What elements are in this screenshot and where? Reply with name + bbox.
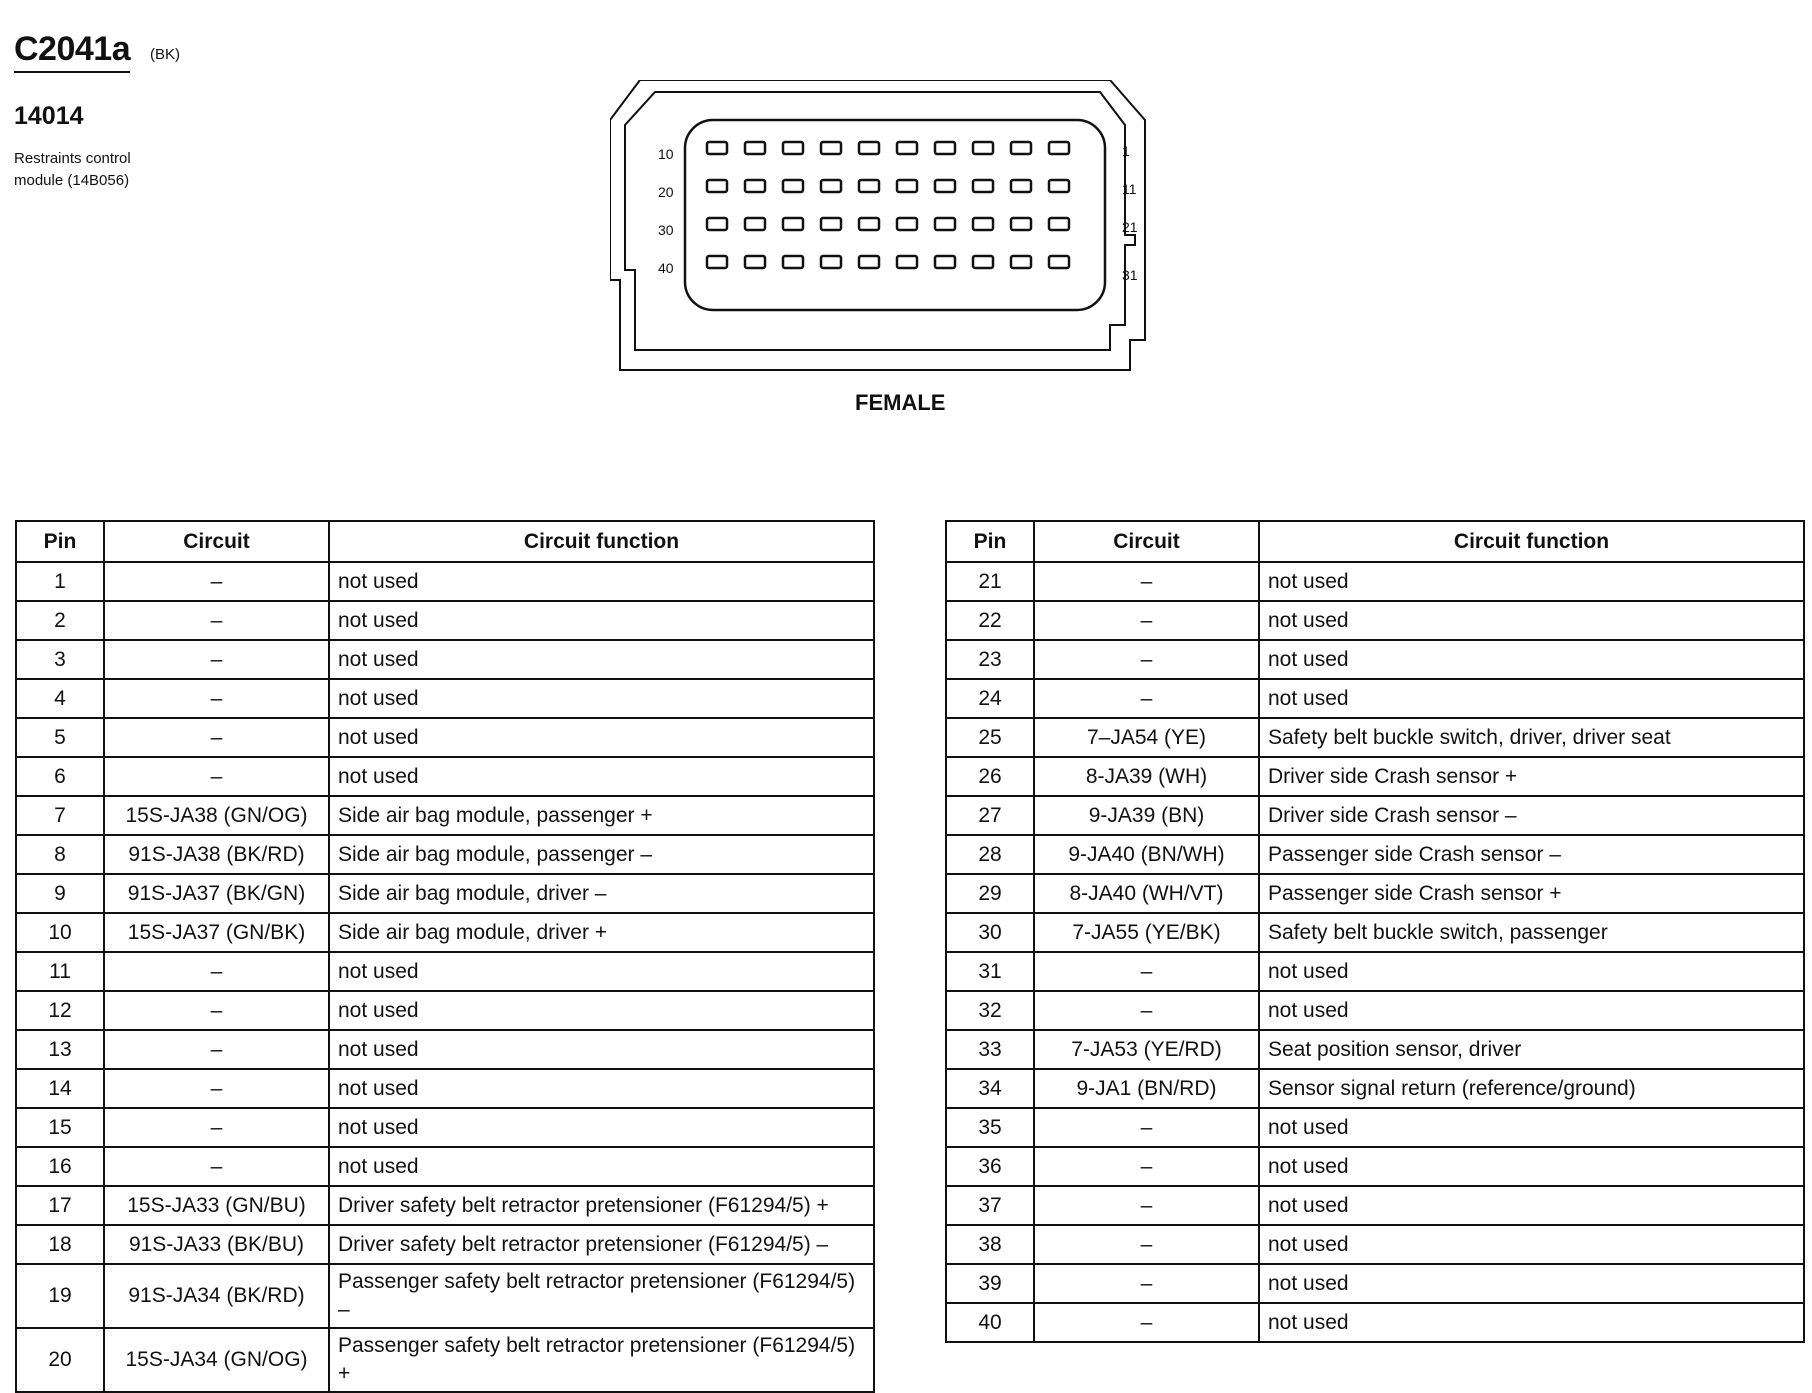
table-row	[946, 757, 1804, 796]
table-row	[16, 1069, 874, 1108]
circuit-cell: –	[104, 1108, 329, 1147]
circuit-cell: –	[104, 679, 329, 718]
table-row	[946, 718, 1804, 757]
circuit-cell: –	[104, 1069, 329, 1108]
circuit-cell: 9-JA40 (BN/WH)	[1034, 835, 1259, 874]
pin-socket	[745, 180, 765, 192]
description-line-2: module (14B056)	[14, 172, 130, 189]
circuit-cell: –	[104, 1147, 329, 1186]
header-circuit: Circuit	[1034, 521, 1259, 562]
pin-cell: 5	[16, 718, 104, 757]
table-row	[16, 835, 874, 874]
pin-cell: 30	[946, 913, 1034, 952]
function-cell: not used	[329, 601, 874, 640]
circuit-cell: –	[104, 757, 329, 796]
function-cell: not used	[1259, 1303, 1804, 1342]
pin-label-30: 30	[658, 222, 674, 238]
function-cell: Safety belt buckle switch, passenger	[1259, 913, 1804, 952]
header-circuit: Circuit	[104, 521, 329, 562]
circuit-cell: 91S-JA37 (BK/GN)	[104, 874, 329, 913]
table-row	[946, 913, 1804, 952]
table-row	[16, 562, 874, 601]
circuit-cell: –	[104, 952, 329, 991]
pin-cell: 21	[946, 562, 1034, 601]
pin-socket	[1049, 180, 1069, 192]
table-row	[16, 1225, 874, 1264]
function-cell: not used	[329, 1030, 874, 1069]
table-row	[16, 913, 874, 952]
pin-socket	[1011, 218, 1031, 230]
pin-cell: 25	[946, 718, 1034, 757]
pin-socket	[745, 218, 765, 230]
table-row	[16, 991, 874, 1030]
description-line-1: Restraints control	[14, 150, 131, 167]
pin-cell: 34	[946, 1069, 1034, 1108]
pin-socket	[821, 180, 841, 192]
pin-cell: 31	[946, 952, 1034, 991]
table-row	[946, 1030, 1804, 1069]
pin-socket	[707, 256, 727, 268]
pin-cell: 26	[946, 757, 1034, 796]
pin-label-10: 10	[658, 146, 674, 162]
pin-socket	[783, 218, 803, 230]
table-row	[946, 1069, 1804, 1108]
table-row	[16, 952, 874, 991]
pin-cell: 11	[16, 952, 104, 991]
pin-cell: 29	[946, 874, 1034, 913]
pin-socket	[1011, 142, 1031, 154]
function-cell: Side air bag module, passenger –	[329, 835, 874, 874]
pin-cell: 38	[946, 1225, 1034, 1264]
pin-socket	[1011, 256, 1031, 268]
pin-socket	[973, 180, 993, 192]
pin-cell: 40	[946, 1303, 1034, 1342]
circuit-cell: 7–JA54 (YE)	[1034, 718, 1259, 757]
pin-socket	[783, 180, 803, 192]
circuit-cell: –	[1034, 1225, 1259, 1264]
circuit-cell: –	[1034, 1108, 1259, 1147]
function-cell: Side air bag module, driver +	[329, 913, 874, 952]
pin-cell: 24	[946, 679, 1034, 718]
pin-cell: 1	[16, 562, 104, 601]
pin-socket	[897, 142, 917, 154]
table-row	[946, 991, 1804, 1030]
table-row	[16, 1030, 874, 1069]
table-row	[946, 952, 1804, 991]
circuit-cell: –	[104, 1030, 329, 1069]
circuit-cell: 7-JA53 (YE/RD)	[1034, 1030, 1259, 1069]
pin-socket	[897, 256, 917, 268]
pin-socket	[783, 142, 803, 154]
pin-socket	[707, 180, 727, 192]
table-row	[946, 796, 1804, 835]
circuit-cell: –	[1034, 1303, 1259, 1342]
circuit-cell: –	[104, 601, 329, 640]
function-cell: Side air bag module, passenger +	[329, 796, 874, 835]
pin-socket	[745, 142, 765, 154]
table-row	[946, 1108, 1804, 1147]
table-row	[16, 601, 874, 640]
table-row	[16, 1264, 874, 1328]
function-cell: not used	[329, 1147, 874, 1186]
pin-socket	[973, 256, 993, 268]
pin-cell: 28	[946, 835, 1034, 874]
pin-cell: 16	[16, 1147, 104, 1186]
pin-cell: 39	[946, 1264, 1034, 1303]
pin-cell: 10	[16, 913, 104, 952]
pin-cell: 32	[946, 991, 1034, 1030]
function-cell: not used	[1259, 1186, 1804, 1225]
table-row	[16, 1147, 874, 1186]
function-cell: Passenger side Crash sensor +	[1259, 874, 1804, 913]
circuit-cell: –	[1034, 562, 1259, 601]
pin-table-right	[945, 520, 1805, 1343]
circuit-cell: 9-JA1 (BN/RD)	[1034, 1069, 1259, 1108]
circuit-cell: 91S-JA33 (BK/BU)	[104, 1225, 329, 1264]
function-cell: Driver safety belt retractor pretensioner (F61294/5) –	[329, 1225, 874, 1264]
function-cell: not used	[329, 640, 874, 679]
circuit-cell: 15S-JA38 (GN/OG)	[104, 796, 329, 835]
table-row	[16, 640, 874, 679]
pin-cell: 19	[16, 1264, 104, 1328]
circuit-cell: –	[104, 991, 329, 1030]
function-cell: not used	[329, 757, 874, 796]
pin-cell: 23	[946, 640, 1034, 679]
pin-socket	[1049, 256, 1069, 268]
function-cell: not used	[329, 1069, 874, 1108]
circuit-cell: –	[104, 640, 329, 679]
connector-outer-shell	[610, 80, 1145, 370]
circuit-cell: 15S-JA33 (GN/BU)	[104, 1186, 329, 1225]
function-cell: not used	[329, 952, 874, 991]
pin-cell: 18	[16, 1225, 104, 1264]
pin-cell: 14	[16, 1069, 104, 1108]
pin-cell: 12	[16, 991, 104, 1030]
function-cell: not used	[1259, 1264, 1804, 1303]
pin-label-21: 21	[1122, 219, 1138, 235]
table-row	[946, 1186, 1804, 1225]
pin-cell: 8	[16, 835, 104, 874]
connector-color: (BK)	[150, 46, 180, 63]
pin-socket	[935, 142, 955, 154]
header-pin: Pin	[946, 521, 1034, 562]
table-row	[16, 1108, 874, 1147]
function-cell: not used	[1259, 1147, 1804, 1186]
function-cell: not used	[1259, 991, 1804, 1030]
table-row	[946, 640, 1804, 679]
table-row	[946, 1264, 1804, 1303]
circuit-cell: –	[1034, 991, 1259, 1030]
table-row	[946, 679, 1804, 718]
function-cell: Driver side Crash sensor –	[1259, 796, 1804, 835]
function-cell: Safety belt buckle switch, driver, driver seat	[1259, 718, 1804, 757]
header-pin: Pin	[16, 521, 104, 562]
pin-socket	[935, 218, 955, 230]
pin-socket	[821, 142, 841, 154]
pin-socket	[821, 218, 841, 230]
pin-socket	[707, 218, 727, 230]
function-cell: not used	[329, 718, 874, 757]
function-cell: Driver safety belt retractor pretensioner (F61294/5) +	[329, 1186, 874, 1225]
circuit-cell: 15S-JA37 (GN/BK)	[104, 913, 329, 952]
circuit-cell: –	[1034, 1264, 1259, 1303]
circuit-cell: –	[1034, 679, 1259, 718]
pin-socket	[783, 256, 803, 268]
circuit-cell: –	[1034, 952, 1259, 991]
circuit-cell: –	[104, 562, 329, 601]
function-cell: not used	[1259, 601, 1804, 640]
pin-socket	[935, 180, 955, 192]
pin-socket	[973, 218, 993, 230]
circuit-cell: –	[1034, 601, 1259, 640]
pin-cavity	[685, 120, 1105, 310]
function-cell: not used	[1259, 679, 1804, 718]
pin-socket	[973, 142, 993, 154]
header-circuit-function: Circuit function	[329, 521, 874, 562]
circuit-cell: 7-JA55 (YE/BK)	[1034, 913, 1259, 952]
table-row	[946, 835, 1804, 874]
pin-cell: 9	[16, 874, 104, 913]
function-cell: not used	[1259, 640, 1804, 679]
table-row	[946, 562, 1804, 601]
function-cell: Side air bag module, driver –	[329, 874, 874, 913]
circuit-cell: –	[104, 718, 329, 757]
function-cell: Driver side Crash sensor +	[1259, 757, 1804, 796]
header-circuit-function: Circuit function	[1259, 521, 1804, 562]
pin-socket	[745, 256, 765, 268]
table-row	[16, 718, 874, 757]
connector-diagram	[610, 80, 1210, 380]
circuit-cell: –	[1034, 640, 1259, 679]
table-row	[946, 1147, 1804, 1186]
circuit-cell: 8-JA39 (WH)	[1034, 757, 1259, 796]
pin-cell: 37	[946, 1186, 1034, 1225]
pin-label-20: 20	[658, 184, 674, 200]
pin-cell: 2	[16, 601, 104, 640]
circuit-cell: 91S-JA38 (BK/RD)	[104, 835, 329, 874]
circuit-cell: –	[1034, 1186, 1259, 1225]
circuit-cell: 91S-JA34 (BK/RD)	[104, 1264, 329, 1328]
part-number: 14014	[14, 102, 84, 130]
function-cell: Passenger safety belt retractor pretensioner (F61294/5) –	[329, 1264, 874, 1328]
table-row	[16, 796, 874, 835]
pin-cell: 7	[16, 796, 104, 835]
function-cell: Seat position sensor, driver	[1259, 1030, 1804, 1069]
function-cell: not used	[1259, 1225, 1804, 1264]
function-cell: not used	[329, 679, 874, 718]
pin-label-1: 1	[1122, 143, 1130, 159]
function-cell: not used	[1259, 952, 1804, 991]
pin-socket	[859, 142, 879, 154]
table-row	[16, 1328, 874, 1392]
pin-socket	[859, 256, 879, 268]
pin-label-31: 31	[1122, 267, 1138, 283]
pin-label-11: 11	[1122, 181, 1137, 197]
pin-socket	[707, 142, 727, 154]
pin-cell: 3	[16, 640, 104, 679]
pin-socket	[1049, 142, 1069, 154]
pin-socket	[897, 218, 917, 230]
pin-cell: 4	[16, 679, 104, 718]
pin-cell: 6	[16, 757, 104, 796]
pin-socket	[1011, 180, 1031, 192]
table-row	[16, 679, 874, 718]
pin-cell: 17	[16, 1186, 104, 1225]
pin-socket	[935, 256, 955, 268]
function-cell: Passenger side Crash sensor –	[1259, 835, 1804, 874]
table-row	[16, 1186, 874, 1225]
pin-grid	[707, 142, 1069, 268]
pin-socket	[1049, 218, 1069, 230]
circuit-cell: 8-JA40 (WH/VT)	[1034, 874, 1259, 913]
pin-table-left	[15, 520, 875, 1393]
pin-cell: 15	[16, 1108, 104, 1147]
pin-cell: 27	[946, 796, 1034, 835]
pin-socket	[859, 180, 879, 192]
pin-cell: 22	[946, 601, 1034, 640]
table-row	[946, 1303, 1804, 1342]
function-cell: not used	[329, 562, 874, 601]
pin-socket	[859, 218, 879, 230]
function-cell: not used	[329, 1108, 874, 1147]
table-row	[946, 601, 1804, 640]
table-row	[946, 1225, 1804, 1264]
function-cell: not used	[1259, 1108, 1804, 1147]
circuit-cell: 9-JA39 (BN)	[1034, 796, 1259, 835]
circuit-cell: 15S-JA34 (GN/OG)	[104, 1328, 329, 1392]
circuit-cell: –	[1034, 1147, 1259, 1186]
connector-gender-label: FEMALE	[855, 390, 946, 415]
table-row	[16, 874, 874, 913]
pin-cell: 33	[946, 1030, 1034, 1069]
pin-cell: 13	[16, 1030, 104, 1069]
table-row	[16, 757, 874, 796]
pin-cell: 36	[946, 1147, 1034, 1186]
function-cell: Passenger safety belt retractor pretensioner (F61294/5) +	[329, 1328, 874, 1392]
pin-socket	[897, 180, 917, 192]
function-cell: not used	[1259, 562, 1804, 601]
pin-cell: 20	[16, 1328, 104, 1392]
function-cell: not used	[329, 991, 874, 1030]
pin-socket	[821, 256, 841, 268]
connector-code: C2041a	[14, 30, 130, 73]
pin-label-40: 40	[658, 260, 674, 276]
function-cell: Sensor signal return (reference/ground)	[1259, 1069, 1804, 1108]
pin-cell: 35	[946, 1108, 1034, 1147]
table-row	[946, 874, 1804, 913]
